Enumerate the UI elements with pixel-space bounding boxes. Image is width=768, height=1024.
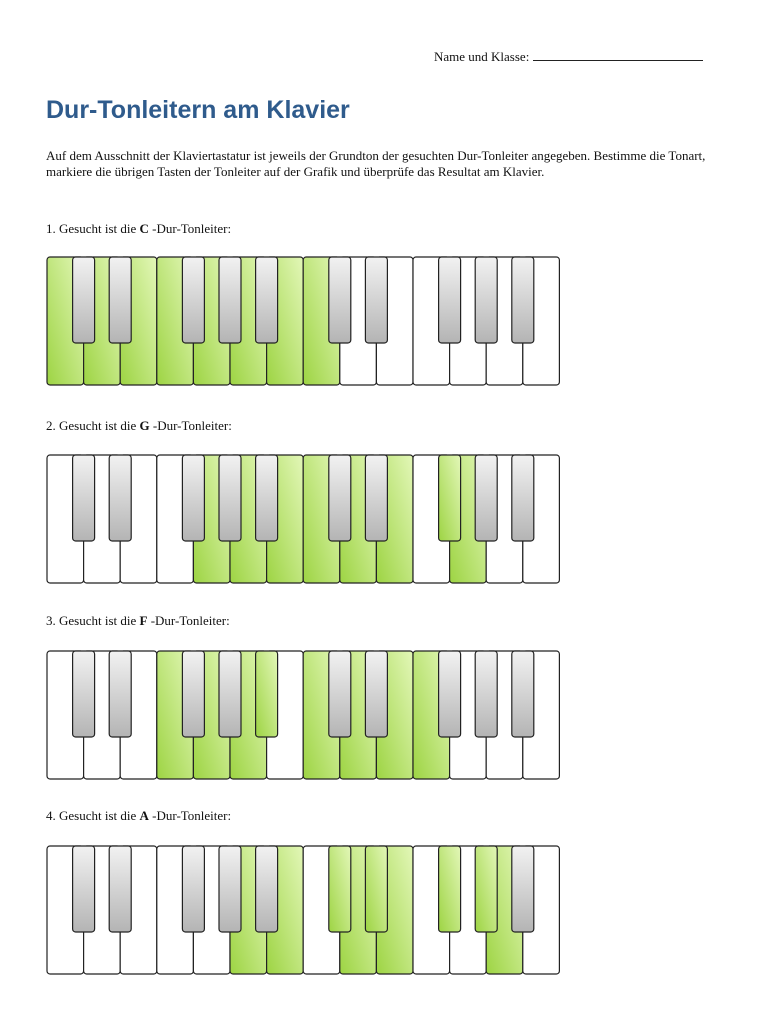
- task-2-label: 2. Gesucht ist die G -Dur-Tonleiter:: [46, 418, 232, 433]
- keyboard-1: [46, 256, 566, 388]
- black-key[interactable]: [256, 455, 278, 541]
- black-key[interactable]: [109, 257, 131, 343]
- black-key[interactable]: [73, 651, 95, 737]
- task-2-note: G: [139, 418, 150, 433]
- black-key-marked[interactable]: [365, 846, 387, 932]
- black-key[interactable]: [256, 846, 278, 932]
- task-1-label: 1. Gesucht ist die C -Dur-Tonleiter:: [46, 221, 232, 236]
- black-key[interactable]: [219, 257, 241, 343]
- keyboard-svg: [46, 256, 566, 388]
- name-class-field: [434, 47, 703, 65]
- black-key[interactable]: [73, 846, 95, 932]
- black-key[interactable]: [512, 455, 534, 541]
- black-key[interactable]: [439, 651, 461, 737]
- black-key[interactable]: [219, 846, 241, 932]
- black-key-marked[interactable]: [475, 846, 497, 932]
- black-key[interactable]: [109, 455, 131, 541]
- black-key[interactable]: [182, 455, 204, 541]
- keyboard-svg: [46, 845, 566, 977]
- keyboard-4: [46, 845, 566, 977]
- black-key-marked[interactable]: [256, 651, 278, 737]
- black-key[interactable]: [512, 846, 534, 932]
- black-key-marked[interactable]: [439, 846, 461, 932]
- black-key[interactable]: [329, 455, 351, 541]
- black-key-marked[interactable]: [439, 455, 461, 541]
- name-class-blank[interactable]: [533, 47, 703, 61]
- black-key[interactable]: [182, 257, 204, 343]
- black-key[interactable]: [475, 651, 497, 737]
- black-key[interactable]: [219, 455, 241, 541]
- intro-text: Auf dem Ausschnitt der Klaviertastatur ist jeweils der Grundton der gesuchten Dur-Tonleiter angegeben. Bestimme die Tonart, markiere die übrigen Tasten der Tonleiter auf der Grafik und überprüfe das Resultat am Klavier.: [46, 148, 706, 179]
- black-key[interactable]: [365, 257, 387, 343]
- task-3-label: 3. Gesucht ist die F -Dur-Tonleiter:: [46, 613, 230, 628]
- keyboard-2: [46, 454, 566, 586]
- task-4-label: 4. Gesucht ist die A -Dur-Tonleiter:: [46, 808, 232, 823]
- black-key[interactable]: [109, 846, 131, 932]
- task-1-note: C: [139, 221, 149, 236]
- black-key[interactable]: [219, 651, 241, 737]
- black-key-marked[interactable]: [329, 846, 351, 932]
- black-key[interactable]: [109, 651, 131, 737]
- name-class-label: Name und Klasse:: [434, 49, 530, 64]
- keyboard-svg: [46, 454, 566, 586]
- black-key[interactable]: [365, 455, 387, 541]
- black-key[interactable]: [73, 455, 95, 541]
- keyboard-3: [46, 650, 566, 782]
- task-4-note: A: [139, 808, 149, 823]
- black-key[interactable]: [475, 455, 497, 541]
- black-key[interactable]: [182, 651, 204, 737]
- task-3-note: F: [139, 613, 148, 628]
- black-key[interactable]: [329, 651, 351, 737]
- black-key[interactable]: [439, 257, 461, 343]
- black-key[interactable]: [475, 257, 497, 343]
- black-key[interactable]: [512, 257, 534, 343]
- black-key[interactable]: [256, 257, 278, 343]
- black-key[interactable]: [182, 846, 204, 932]
- black-key[interactable]: [329, 257, 351, 343]
- black-key[interactable]: [73, 257, 95, 343]
- black-key[interactable]: [365, 651, 387, 737]
- page-title: Dur-Tonleitern am Klavier: [46, 96, 350, 124]
- black-key[interactable]: [512, 651, 534, 737]
- keyboard-svg: [46, 650, 566, 782]
